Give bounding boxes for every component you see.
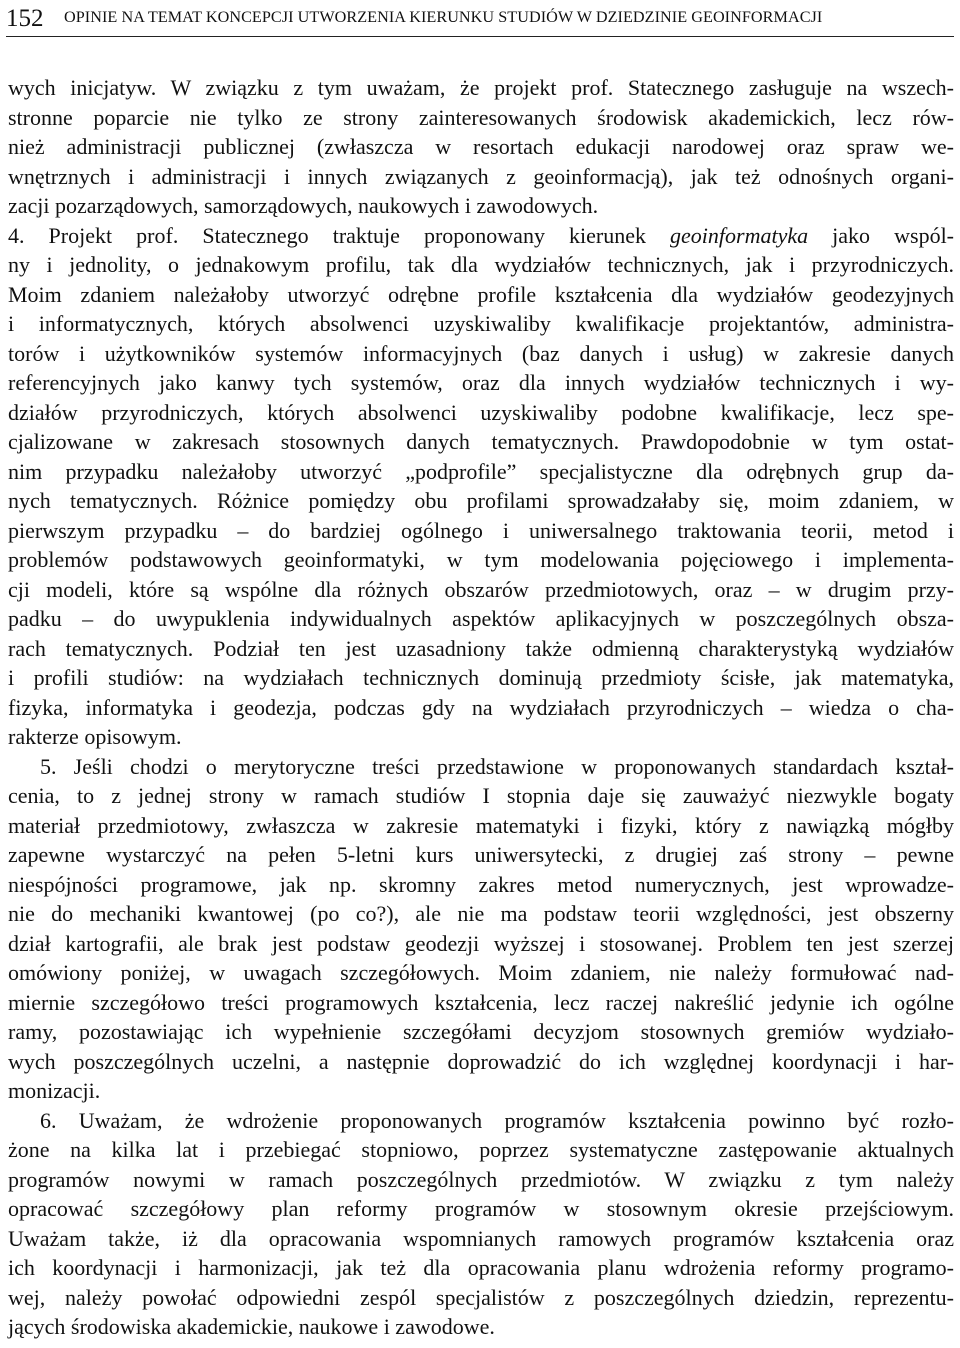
text-line: ny i jednolity, o jednakowym profilu, tak dla wydziałów technicznych, jak i przyrodniczych.	[8, 252, 954, 277]
text-line: Moim zdaniem należałoby utworzyć odrębne profile kształcenia dla wydziałów geodezyjnych	[8, 281, 954, 307]
text-segment: 4. Projekt prof. Statecznego traktuje proponowany kierunek	[8, 222, 671, 248]
text-line: nych tematycznych. Różnice pomiędzy obu profilami sprowadzałaby się, moim zdaniem, w	[8, 488, 954, 513]
text-line	[8, 221, 954, 251]
text-line: wych poszczególnych uczelni, a następnie doprowadzić do ich względnej koordynacji i har-	[8, 1048, 954, 1074]
text-line: dział kartografii, ale brak jest podstaw geodezji wyższej i stosowanej. Problem ten jest szerzej	[8, 930, 954, 956]
text-line: ich koordynacji i harmonizacji, jak też dla opracowania planu wdrożenia reformy programo-	[8, 1255, 954, 1280]
text-line: wnętrznych i administracji i innych związanych z geoinformacją), jak też odnośnych organi-	[8, 163, 954, 189]
article-body	[8, 73, 954, 1342]
text-line: i informatycznych, których absolwenci uzyskiwaliby kwalifikacje projektantów, administra-	[8, 311, 954, 336]
text-line: wej, należy powołać odpowiedni zespól specjalistów z poszczególnych dziedzin, reprezentu-	[8, 1284, 954, 1310]
text-line: materiał przedmiotowy, zwłaszcza w zakresie matematyki i fizyki, który z nawiązką mógłby	[8, 812, 954, 838]
text-segment: jako wspól-	[808, 222, 955, 248]
page-number: 152	[6, 5, 44, 32]
text-line: ramy, pozostawiając ich wypełnienie szczegółami decyzjom stosownych gremiów wydziało-	[8, 1019, 954, 1044]
italic-term: geoinformatyka	[670, 222, 809, 248]
text-line: 6. Uważam, że wdrożenie proponowanych programów kształcenia powinno być rozło-	[40, 1107, 954, 1133]
text-line: cjalizowane w zakresach stosownych danych tematycznych. Prawdopodobnie w tym ostat-	[8, 429, 954, 454]
text-line: cji modeli, które są wspólne dla różnych obszarów przedmiotowych, oraz – w drugim przy-	[8, 576, 954, 602]
text-line: opracować szczegółowy plan reformy programów w stosownym okresie przejściowym.	[8, 1196, 954, 1221]
text-line: omówiony poniżej, w uwagach szczegółowych. Moim zdaniem, nie należy formułować nad-	[8, 960, 954, 985]
text-line: programów nowymi w ramach poszczególnych przedmiotów. W związku z tym należy	[8, 1166, 954, 1192]
text-line: rakterze opisowym.	[8, 724, 182, 749]
text-line: fizyka, informatyka i geodezja, podczas gdy na wydziałach przyrodniczych – wiedza o cha-	[8, 694, 954, 720]
text-line: referencyjnych jako kanwy tych systemów, oraz dla innych wydziałów technicznych i wy-	[8, 370, 954, 395]
text-line: problemów podstawowych geoinformatyki, w tym modelowania pojęciowego i implementa-	[8, 547, 954, 572]
text-line: wych inicjatyw. W związku z tym uważam, że projekt prof. Statecznego zasługuje na wszech-	[8, 75, 954, 100]
text-line: Uważam także, iż dla opracowania wspomnianych ramowych programów kształcenia oraz	[8, 1225, 954, 1251]
text-line: monizacji.	[8, 1078, 101, 1103]
text-line: rach tematycznych. Podział ten jest uzasadniony także odmienną charakterystyką wydziałów	[8, 635, 954, 661]
text-line: stronne poparcie nie tylko ze strony zainteresowanych środowisk akademickich, lecz rów-	[8, 104, 954, 130]
text-line: zacji pozarządowych, samorządowych, naukowych i zawodowych.	[8, 193, 599, 218]
text-line: żone na kilka lat i przebiegać stopniowo, poprzez systematyczne zastępowanie aktualnych	[8, 1137, 954, 1162]
text-line: zapewne wystarczyć na pełen 5-letni kurs uniwersytecki, z drugiej zaś strony – pewne	[8, 842, 954, 867]
running-header	[6, 2, 954, 37]
text-line: 5. Jeśli chodzi o merytoryczne treści przedstawione w proponowanych standardach kształ-	[40, 753, 954, 779]
running-title: OPINIE NA TEMAT KONCEPCJI UTWORZENIA KIERUNKU STUDIÓW W DZIEDZINIE GEOINFORMACJI	[64, 8, 823, 26]
text-line: torów i użytkowników systemów informacyjnych (baz danych i usług) w zakresie danych	[8, 340, 954, 366]
text-line: cenia, to z jednej strony w ramach studiów I stopnia daje się zauważyć niezwykle bogaty	[8, 783, 954, 808]
text-line: działów przyrodniczych, których absolwenci uzyskiwaliby podobne kwalifikacje, lecz spe-	[8, 399, 954, 425]
text-line: nim przypadku należałoby utworzyć „podprofile” specjalistyczne dla odrębnych grup da-	[8, 458, 954, 484]
text-line: i profili studiów: na wydziałach technicznych dominują przedmioty ścisłe, jak matematyka,	[8, 665, 954, 690]
text-line: niespójności programowe, jak np. skromny zakres metod numerycznych, jest wprowadze-	[8, 871, 954, 897]
text-line: padku – do uwypuklenia indywidualnych aspektów aplikacyjnych w poszczególnych obsza-	[8, 606, 954, 631]
text-line: nie do mechaniki kwantowej (po co?), ale nie ma podstaw teorii względności, jest obszerny	[8, 901, 954, 926]
text-line: jących środowiska akademickie, naukowe i zawodowe.	[8, 1314, 495, 1339]
text-line: pierwszym przypadku – do bardziej ogólnego i uniwersalnego traktowania teorii, metod i	[8, 517, 954, 543]
text-line: nież administracji publicznej (zwłaszcza w resortach edukacji narodowej oraz spraw we-	[8, 134, 954, 159]
text-line: miernie szczegółowo treści programowych kształcenia, lecz raczej nakreślić jedynie ich ogólne	[8, 989, 954, 1015]
